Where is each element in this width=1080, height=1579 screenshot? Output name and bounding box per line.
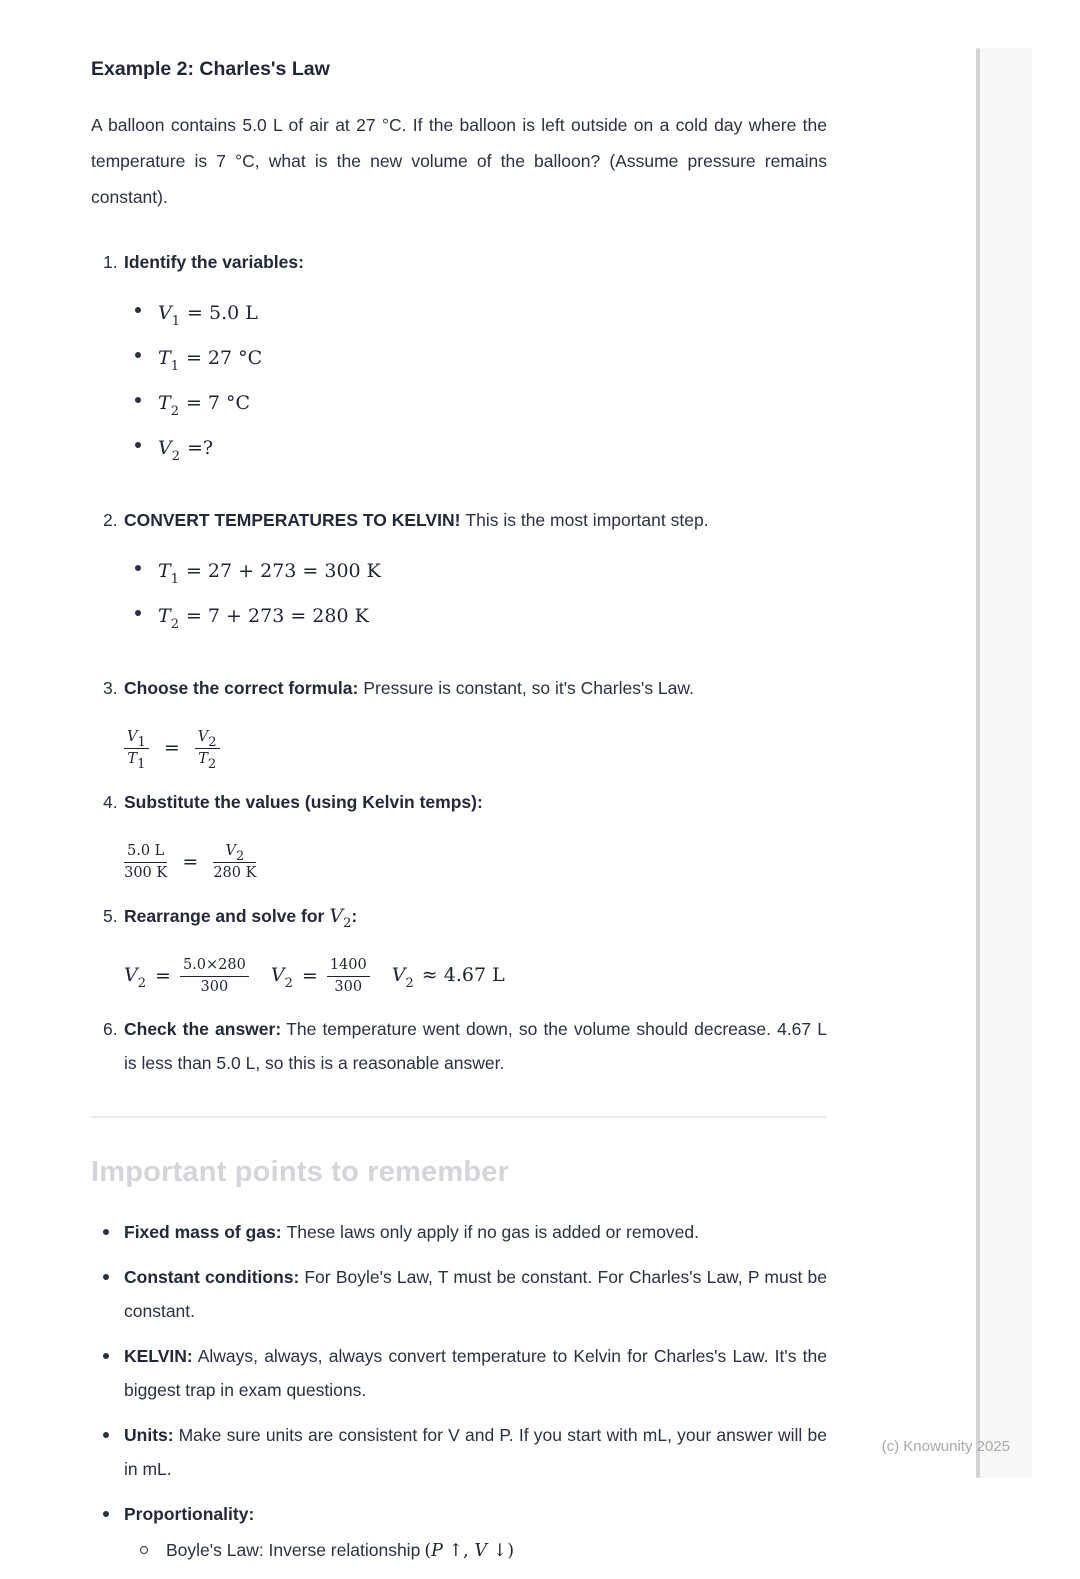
math-value: = 7 °C [185, 392, 251, 414]
step-2-text: This is the most important step. [465, 510, 709, 530]
math-variable: T [158, 560, 171, 582]
step-3-title: Choose the correct formula: [124, 678, 359, 698]
important-item-title: Units: [124, 1425, 174, 1446]
important-item [91, 1497, 827, 1568]
step-1-title: Identify the variables: [124, 252, 304, 272]
variable-item [124, 299, 827, 327]
equals-sign: = [163, 737, 180, 760]
math-variable: V [127, 729, 138, 745]
math-expression [424, 1541, 514, 1561]
math-variable: V [158, 437, 172, 459]
important-item-text: Always, always, always convert temperature to Kelvin for Charles's Law. It's the biggest trap in exam questions. [124, 1346, 827, 1401]
step-3 [91, 671, 827, 705]
kelvin-item [124, 557, 827, 585]
step-2-body [124, 503, 827, 647]
math-subscript: 2 [284, 976, 293, 992]
math-subscript: 1 [170, 571, 179, 587]
step-4-number: 4. [103, 791, 118, 812]
step-1-body [124, 245, 827, 479]
math-variable: V [329, 904, 344, 927]
bullet-icon [103, 1418, 124, 1486]
sub-item-body [166, 1533, 514, 1568]
fraction [327, 957, 370, 997]
kelvin-item [124, 602, 827, 630]
math-expression [158, 602, 369, 630]
fraction-denominator [124, 749, 149, 773]
bullet-icon [103, 1260, 124, 1328]
important-item-title: Constant conditions: [124, 1267, 300, 1288]
step-4-title: Substitute the values (using Kelvin temps): [124, 791, 483, 812]
important-points-list [91, 1215, 827, 1568]
scrollbar-track[interactable] [980, 48, 1032, 1478]
important-item-text: Make sure units are consistent for V and P. If you start with mL, your answer will be in mL. [124, 1425, 827, 1480]
step-6-body [124, 1012, 827, 1080]
fraction-numerator [213, 843, 256, 863]
document-content [91, 0, 827, 1579]
fraction-denominator [195, 749, 220, 773]
fraction [124, 729, 149, 773]
math-expression [158, 344, 262, 372]
math-subscript: 2 [137, 976, 147, 992]
math-value: = 7 + 273 = 280 K [185, 605, 369, 627]
math-value: =? [187, 437, 214, 459]
math-expression [158, 557, 381, 585]
math-variable: T [158, 392, 171, 414]
math-variable: V [391, 964, 406, 987]
scrollbar-thumb[interactable] [976, 48, 980, 1478]
step-3-number: 3. [103, 678, 118, 698]
solution-steps [91, 245, 827, 1080]
step-3-body [124, 671, 827, 705]
important-item-title: Fixed mass of gas: [124, 1222, 282, 1243]
copyright-watermark: (c) Knowunity 2025 [881, 1438, 1010, 1455]
math-variable: T [158, 605, 171, 627]
important-item [91, 1260, 827, 1328]
math-variable: T [158, 347, 171, 369]
fraction-denominator: 280 K [213, 865, 257, 882]
math-variable: V [225, 842, 236, 859]
variable-item [124, 389, 827, 417]
math-variable: V [270, 964, 285, 987]
problem-statement: A balloon contains 5.0 L of air at 27 °C. If the balloon is left outside on a cold day where the temperature is 7 °C, what is the new volume of the balloon? (Assume pressure remains constant). [91, 115, 827, 207]
math-variable: P [431, 1541, 443, 1562]
kelvin-list [124, 557, 827, 630]
math-expression [329, 904, 352, 932]
math-subscript: 2 [170, 403, 179, 419]
important-item-body [124, 1260, 827, 1328]
variable-item [124, 434, 827, 462]
math-variable: V [474, 1541, 487, 1562]
fraction-numerator: 5.0×280 [180, 957, 249, 977]
math-variable: T [198, 751, 208, 768]
step-4-body [124, 785, 827, 819]
important-item-title: Proportionality: [124, 1504, 255, 1525]
math-variable: V [124, 964, 138, 987]
important-item [91, 1215, 827, 1249]
important-item-title: KELVIN: [124, 1346, 193, 1367]
approx-result: ≈ 4.67 L [421, 964, 505, 987]
step-5 [91, 899, 827, 933]
fraction [124, 843, 167, 883]
fraction-denominator: 300 [334, 978, 363, 995]
step-6-title: Check the answer: [124, 1019, 282, 1040]
fraction-denominator: 300 K [124, 865, 168, 882]
important-item-body [124, 1339, 827, 1407]
math-expression [158, 389, 250, 417]
charles-law-formula [124, 729, 827, 773]
math-subscript: 2 [171, 448, 181, 464]
step-6-number: 6. [103, 1019, 118, 1040]
bullet-icon [103, 1215, 124, 1249]
paren-open: ( [424, 1541, 432, 1562]
step-6 [91, 1012, 827, 1080]
math-subscript: 2 [343, 916, 352, 932]
important-item-text: For Boyle's Law, T must be constant. For Charles's Law, P must be constant. [124, 1267, 828, 1322]
math-variable: V [197, 729, 209, 745]
bullet-icon [103, 1339, 124, 1407]
fraction [213, 843, 256, 883]
step-5-number: 5. [103, 905, 118, 926]
math-expression [158, 299, 258, 327]
formula-result [391, 964, 505, 992]
math-subscript: 1 [171, 313, 181, 329]
math-value: = 27 + 273 = 300 K [185, 560, 381, 582]
fraction-numerator: 5.0 L [124, 843, 167, 863]
math-subscript: 2 [405, 976, 414, 992]
important-item [91, 1339, 827, 1407]
solve-formula [124, 957, 827, 997]
step-5-title: Rearrange and solve for [124, 905, 325, 926]
math-variable: T [127, 751, 138, 768]
equals-sign: = [155, 964, 171, 987]
substitution-formula [124, 843, 827, 883]
arrow-down-icon: ↓) [492, 1541, 515, 1562]
math-variable: V [158, 302, 172, 324]
section-divider [91, 1116, 827, 1118]
step-1-number: 1. [103, 252, 118, 272]
step-2-title: CONVERT TEMPERATURES TO KELVIN! [124, 510, 461, 530]
step-6-text: The temperature went down, so the volume should decrease. 4.67 L is less than 5.0 L, so this is a reasonable answer. [124, 1019, 828, 1074]
variables-list [124, 299, 827, 462]
fraction [195, 729, 220, 773]
fraction [180, 957, 249, 997]
step-3-text: Pressure is constant, so it's Charles's Law. [363, 678, 694, 698]
bullet-icon [103, 1497, 124, 1568]
step-5-colon: : [351, 905, 358, 926]
sub-item-text: Boyle's Law: Inverse relationship [166, 1540, 421, 1561]
equals-sign: = [182, 851, 199, 874]
math-expression [158, 434, 213, 462]
math-subscript: 2 [208, 734, 217, 750]
fraction-numerator: 1400 [327, 957, 370, 977]
important-item-body [124, 1497, 827, 1568]
math-subscript: 1 [137, 734, 146, 750]
important-item [91, 1418, 827, 1486]
math-value: = 5.0 L [187, 302, 258, 324]
circle-bullet-icon [140, 1533, 166, 1568]
math-value: = 27 °C [185, 347, 263, 369]
fraction-denominator: 300 [200, 978, 229, 995]
example-heading: Example 2: Charles's Law [91, 58, 330, 80]
math-subscript: 2 [207, 757, 217, 773]
fraction-numerator [124, 729, 149, 749]
math-subscript: 1 [137, 757, 146, 773]
step-4 [91, 785, 827, 819]
math-subscript: 2 [170, 616, 179, 632]
math-subscript: 2 [235, 848, 245, 864]
step-1 [91, 245, 827, 479]
sub-item [124, 1533, 827, 1568]
formula-group [270, 956, 370, 995]
important-points-heading: Important points to remember [91, 1156, 510, 1189]
step-2-number: 2. [103, 510, 118, 530]
important-item-body [124, 1215, 827, 1249]
important-item-body [124, 1418, 827, 1486]
variable-item [124, 344, 827, 372]
arrow-up-icon: ↑, [448, 1541, 469, 1562]
math-subscript: 1 [170, 358, 179, 374]
step-5-body [124, 899, 827, 933]
equals-sign: = [301, 964, 318, 987]
step-2 [91, 503, 827, 647]
important-item-text: These laws only apply if no gas is added or removed. [286, 1222, 700, 1243]
formula-group [124, 956, 249, 995]
fraction-numerator [195, 729, 220, 749]
